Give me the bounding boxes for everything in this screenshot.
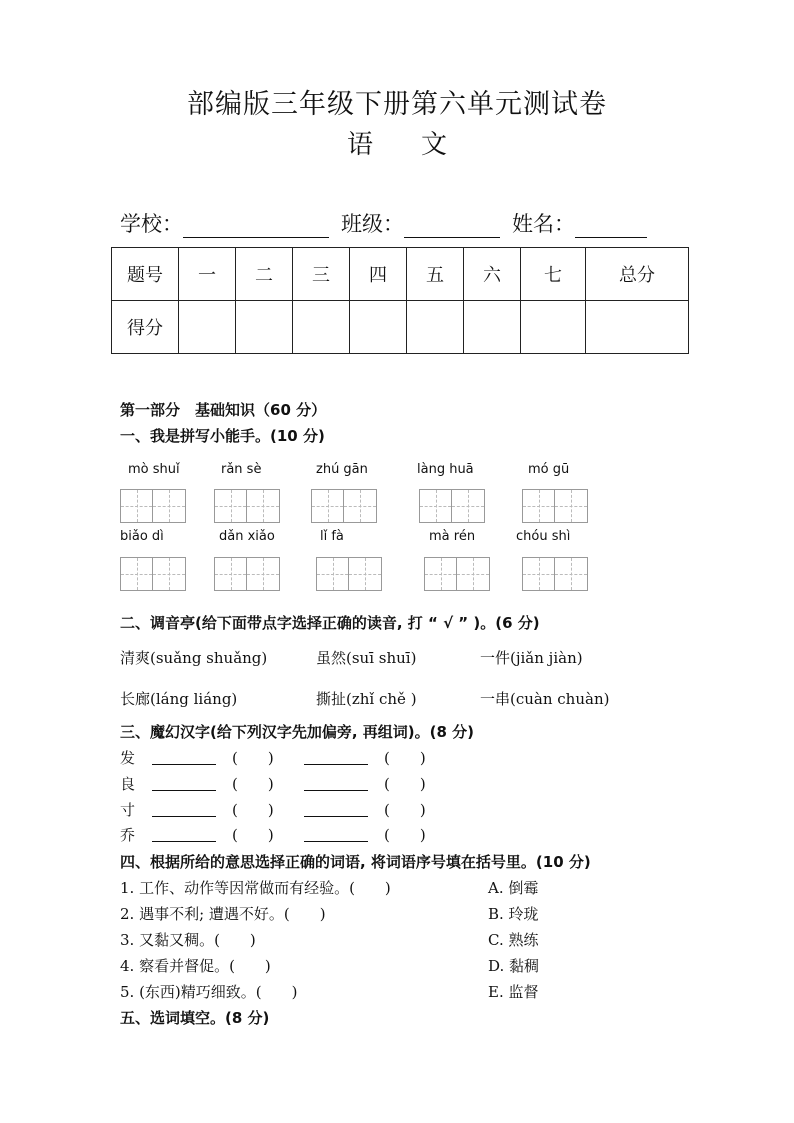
score-table-score-row: [112, 301, 689, 354]
pinyin-label: zhú gān: [316, 462, 368, 477]
answer-paren[interactable]: ( ): [384, 801, 426, 819]
radical-row: [120, 799, 426, 820]
name-field[interactable]: [575, 215, 647, 238]
answer-blank[interactable]: [304, 802, 368, 817]
q3-heading: 三、魔幻汉字(给下列汉字先加偏旁, 再组词)。(8 分): [120, 723, 475, 741]
pinyin-label: dǎn xiǎo: [219, 529, 275, 544]
writing-grid[interactable]: [316, 557, 382, 591]
pronunciation-item[interactable]: 长廊(láng liáng): [120, 690, 238, 708]
base-char: 寸: [120, 801, 136, 819]
writing-grid[interactable]: [214, 557, 280, 591]
score-input-cell[interactable]: [179, 301, 236, 354]
pronunciation-item[interactable]: 一串(cuàn chuàn): [480, 690, 610, 708]
score-table-cell: 一: [179, 248, 236, 301]
pinyin-label: mó gū: [528, 462, 570, 477]
score-row-label: 得分: [112, 301, 179, 354]
subject-char-1: 语: [346, 130, 373, 160]
score-table: [111, 247, 689, 354]
writing-grid[interactable]: [522, 489, 588, 523]
pinyin-label: mà rén: [429, 529, 476, 544]
subject-title: [0, 124, 794, 161]
q5-heading: 五、选词填空。(8 分): [120, 1009, 270, 1027]
radical-row: [120, 747, 426, 768]
answer-blank[interactable]: [152, 750, 216, 765]
base-char: 发: [120, 749, 136, 767]
radical-row: [120, 824, 426, 845]
pinyin-label: mò shuǐ: [128, 462, 180, 477]
definition-item[interactable]: 4. 察看并督促。( ): [120, 957, 271, 975]
school-field[interactable]: [183, 215, 329, 238]
answer-blank[interactable]: [152, 802, 216, 817]
score-table-header-row: [112, 248, 689, 301]
pinyin-label: chóu shì: [516, 529, 571, 544]
class-label: 班级：: [341, 212, 404, 236]
answer-paren[interactable]: ( ): [384, 826, 426, 844]
answer-paren[interactable]: ( ): [384, 775, 426, 793]
score-table-cell: 五: [407, 248, 464, 301]
base-char: 乔: [120, 826, 136, 844]
definition-item[interactable]: 1. 工作、动作等因常做而有经验。( ): [120, 879, 391, 897]
writing-grid[interactable]: [214, 489, 280, 523]
answer-paren[interactable]: ( ): [232, 749, 274, 767]
radical-row: [120, 773, 426, 794]
answer-paren[interactable]: ( ): [232, 801, 274, 819]
word-option: A. 倒霉: [488, 879, 539, 897]
score-input-cell[interactable]: [236, 301, 293, 354]
score-input-cell[interactable]: [293, 301, 350, 354]
score-table-cell: 三: [293, 248, 350, 301]
score-table-cell: 总分: [586, 248, 689, 301]
definition-item[interactable]: 5. (东西)精巧细致。( ): [120, 983, 298, 1001]
pinyin-label: biǎo dì: [120, 529, 164, 544]
pronunciation-item[interactable]: 虽然(suī shuī): [316, 649, 417, 667]
writing-grid[interactable]: [522, 557, 588, 591]
class-field[interactable]: [404, 215, 500, 238]
score-input-cell[interactable]: [521, 301, 586, 354]
page-title: 部编版三年级下册第六单元测试卷: [187, 89, 607, 120]
q1-heading: 一、我是拼写小能手。(10 分): [120, 427, 325, 445]
pinyin-label: rǎn sè: [221, 462, 262, 477]
definition-item[interactable]: 2. 遇事不利; 遭遇不好。( ): [120, 905, 326, 923]
pinyin-label: làng huā: [417, 462, 474, 477]
writing-grid[interactable]: [424, 557, 490, 591]
writing-grid[interactable]: [311, 489, 377, 523]
pronunciation-item[interactable]: 一件(jiǎn jiàn): [480, 649, 583, 667]
score-table-cell: 七: [521, 248, 586, 301]
word-option: B. 玲珑: [488, 905, 539, 923]
pinyin-label: lǐ fà: [320, 529, 344, 544]
q4-heading: 四、根据所给的意思选择正确的词语, 将词语序号填在括号里。(10 分): [120, 853, 591, 871]
q2-heading: 二、调音亭(给下面带点字选择正确的读音, 打 “ √ ” )。(6 分): [120, 614, 540, 632]
answer-paren[interactable]: ( ): [384, 749, 426, 767]
answer-blank[interactable]: [152, 827, 216, 842]
score-input-cell[interactable]: [464, 301, 521, 354]
writing-grid[interactable]: [120, 557, 186, 591]
subject-char-2: 文: [421, 130, 448, 160]
answer-blank[interactable]: [304, 750, 368, 765]
answer-paren[interactable]: ( ): [232, 775, 274, 793]
word-option: D. 黏稠: [488, 957, 540, 975]
score-input-cell[interactable]: [586, 301, 689, 354]
school-label: 学校：: [120, 212, 183, 236]
answer-blank[interactable]: [304, 776, 368, 791]
base-char: 良: [120, 775, 136, 793]
writing-grid[interactable]: [419, 489, 485, 523]
pronunciation-item[interactable]: 清爽(suǎng shuǎng): [120, 649, 268, 667]
score-table-cell: 六: [464, 248, 521, 301]
score-table-cell: 四: [350, 248, 407, 301]
score-input-cell[interactable]: [407, 301, 464, 354]
part1-heading: 第一部分 基础知识（60 分）: [120, 401, 327, 419]
word-option: E. 监督: [488, 983, 539, 1001]
answer-paren[interactable]: ( ): [232, 826, 274, 844]
score-input-cell[interactable]: [350, 301, 407, 354]
writing-grid[interactable]: [120, 489, 186, 523]
definition-item[interactable]: 3. 又黏又稠。( ): [120, 931, 256, 949]
answer-blank[interactable]: [152, 776, 216, 791]
score-table-cell: 题号: [112, 248, 179, 301]
student-info: [120, 208, 647, 238]
name-label: 姓名：: [512, 212, 575, 236]
word-option: C. 熟练: [488, 931, 539, 949]
pronunciation-item[interactable]: 撕扯(zhǐ chě ): [316, 690, 417, 708]
answer-blank[interactable]: [304, 827, 368, 842]
score-table-cell: 二: [236, 248, 293, 301]
